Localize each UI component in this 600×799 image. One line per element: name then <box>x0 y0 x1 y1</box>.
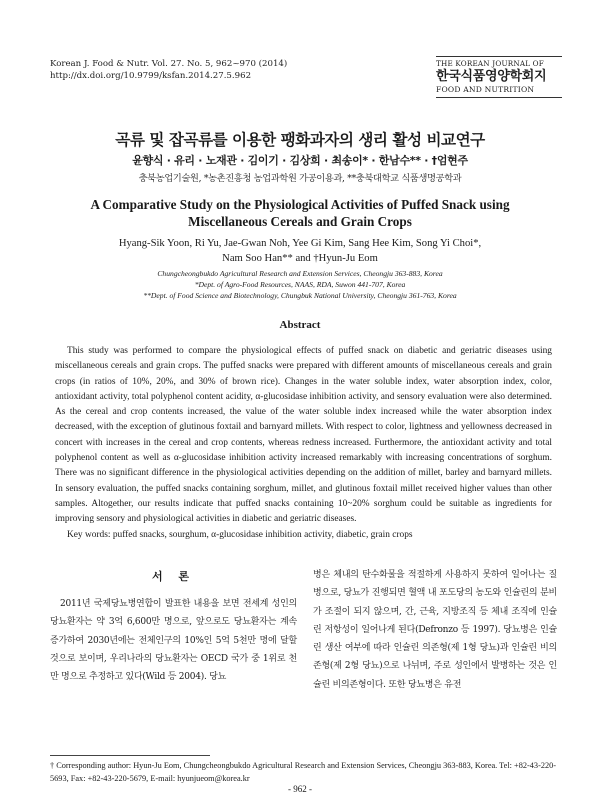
journal-citation <box>50 58 287 82</box>
authors-english <box>40 236 560 266</box>
title-english <box>40 196 560 230</box>
corresponding-author-footnote: † Corresponding author: Hyun-Ju Eom, Chungcheongbukdo Agricultural Research and Extension Services, Cheongju 363-883, Korea. Tel: +82-43-220-5693, Fax: +82-43-220-5679, E-mail: hyunjueom@korea.kr <box>50 761 557 783</box>
affiliation-english-3: **Dept. of Food Science and Biotechnology, Chungbuk National University, Cheongju 361-763, Korea <box>143 291 457 301</box>
masthead-kr: 한국식품영양학회지 <box>436 69 547 84</box>
masthead-en-top: THE KOREAN JOURNAL OF <box>436 59 544 68</box>
abstract-body <box>55 344 552 543</box>
affiliation-english-1: Chungcheongbukdo Agricultural Research and Extension Services, Cheongju 363-883, Korea <box>157 269 443 278</box>
body-column-left <box>50 595 297 686</box>
footnote-divider <box>50 755 210 756</box>
title-english-line1: A Comparative Study on the Physiological Activities of Puffed Snack using <box>90 197 510 212</box>
doi-link[interactable]: http://dx.doi.org/10.9799/ksfan.2014.27.5.962 <box>50 71 252 81</box>
body-column-right <box>313 566 557 694</box>
abstract-heading: Abstract <box>279 319 321 331</box>
journal-masthead <box>436 54 562 100</box>
intro-paragraph-left: 2011년 국제당뇨병연합이 발표한 내용을 보면 전세계 성인의 당뇨환자는 약 3억 6,600만 명으로, 앞으로도 당뇨환자는 계속 증가하여 2030년에는 전체인구의 10%인 5억 5천만 명에 달할 것으로 보이며, 우리나라의 당뇨환자는 OECD 국가 중 1위로 천 만 명으로 추정하고 있다(Wild 등 2004). 당뇨 <box>50 599 297 683</box>
authors-english-line2: Nam Soo Han** and †Hyun-Ju Eom <box>222 253 378 264</box>
keywords: Key words: puffed snacks, sourghum, α-glucosidase inhibition activity, diabetic, grain crops <box>67 529 413 540</box>
title-english-line2: Miscellaneous Cereals and Grain Crops <box>188 214 412 229</box>
intro-paragraph-right: 병은 체내의 탄수화물을 적절하게 사용하지 못하여 일어나는 질병으로, 당뇨가 진행되면 혈액 내 포도당의 농도와 인슐린의 분비가 조절이 되지 않으며, 간, 근육, 지방조직 등 체내 조직에 인슐린 저항성이 일어나게 된다(Defronzo 등 1997). 당뇨병은 인슐린 생산 여부에 따라 인슐린 의존형(제 1형 당뇨)과 인슐린 비의존형(제 2형 당뇨)으로 나뉘며, 주로 성인에서 발병하는 것은 인슐린 비의존형이다. 또한 당뇨병은 유전 <box>313 570 557 690</box>
journal-line: Korean J. Food & Nutr. Vol. 27. No. 5, 962~970 (2014) <box>50 59 288 69</box>
section-title-introduction: 서 론 <box>151 570 196 583</box>
affiliation-english-2: *Dept. of Agro-Food Resources, NAAS, RDA, Suwon 441-707, Korea <box>194 280 406 290</box>
title-korean: 곡류 및 잡곡류를 이용한 팽화과자의 생리 활성 비교연구 <box>115 131 485 149</box>
masthead-en-bottom: FOOD AND NUTRITION <box>436 85 535 94</box>
affiliation-korean: 충북농업기술원, *농촌진흥청 농업과학원 가공이용과, **충북대학교 식품생명공학과 <box>138 173 462 184</box>
page-number: - 962 - <box>288 784 312 794</box>
masthead-rule-top <box>436 56 562 57</box>
authors-korean: 윤향식 · 유리 · 노재관 · 김이기 · 김상희 · 최송이* · 한남수** · †엄현주 <box>132 154 468 167</box>
masthead-rule-bottom <box>436 97 562 98</box>
abstract-text: This study was performed to compare the physiological effects of puffed snack on diabetic and geriatric diseases using miscellaneous cereals and grain crops. The puffed snacks were prepared with different amounts of miscellaneous cereals and grain crops (in ratios of 10%, 20%, and 30% of brown rice). Changes in the water soluble index, water absorption index, color, antioxidant activity, total polyphenol content acidity, α-glucosidase inhibition activity, and sensory evaluation were also determined. As the cereal and crop contents increased, the value of the water soluble index increased while the water absorption index decreased, with the exception of glutinous foxtail and barnyard millets. With respect to color, lightness and yellowness decreased in concert with increases in the cereal and crop contents, whereas redness increased. Furthermore, the antioxidant activity and total polyphenol content as well as α-glucosidase inhibition activity increased remarkably with increasing concentrations of sorghum. There was no significant difference in the physiological activities depending on the addition of millet, barley and barnyard millets. In sensory evaluation, the puffed snacks containing sorghum, millet, and glutinous foxtail millet received higher values than other samples. Altogether, our results indicate that puffed snacks containing 10~20% sorghum could be suitable as ingredients for improving sensory and physiological activities in diabetic and geriatric diseases. <box>55 346 552 525</box>
authors-english-line1: Hyang-Sik Yoon, Ri Yu, Jae-Gwan Noh, Yee Gi Kim, Sang Hee Kim, Song Yi Choi*, <box>118 238 482 249</box>
affiliations-english <box>40 268 560 302</box>
